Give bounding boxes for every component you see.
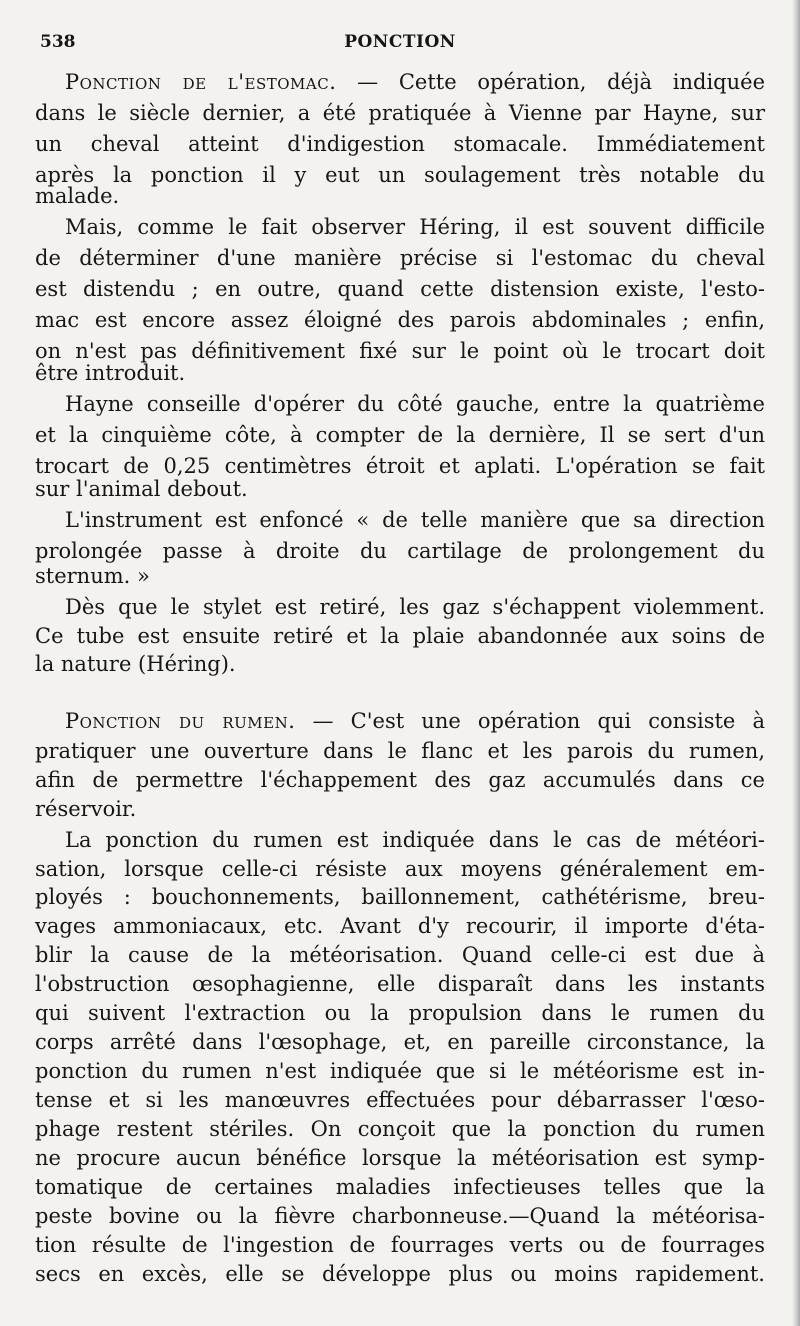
text-line: on n'est pas définitivement fixé sur le point où le trocart doit bbox=[35, 339, 765, 363]
text-line: peste bovine ou la fièvre charbonneuse.—Quand la météorisa- bbox=[35, 1204, 765, 1228]
section-heading: Ponction de l'estomac. bbox=[65, 70, 337, 94]
page-number: 538 bbox=[40, 32, 76, 52]
page-edge-shadow bbox=[792, 0, 800, 1326]
text-line: malade. bbox=[35, 184, 120, 208]
text-line: ponction du rumen n'est indiquée que si le météorisme est in- bbox=[35, 1059, 765, 1083]
text-line: l'obstruction œsophagienne, elle disparaît dans les instants bbox=[35, 972, 765, 996]
text-line: tomatique de certaines maladies infectieuses telles que la bbox=[35, 1175, 765, 1199]
text-line: vages ammoniacaux, etc. Avant d'y recourir, il importe d'éta- bbox=[35, 914, 765, 938]
text-line: Ponction de l'estomac. — Cette opération, déjà indiquée bbox=[65, 70, 765, 94]
text-line: ployés : bouchonnements, baillonnement, cathétérisme, breu- bbox=[35, 885, 765, 909]
text-line: phage restent stériles. On conçoit que la ponction du rumen bbox=[35, 1117, 765, 1141]
text-line: Ponction du rumen. — C'est une opération qui consiste à bbox=[65, 709, 766, 733]
text-line: après la ponction il y eut un soulagement très notable du bbox=[35, 163, 765, 187]
text-line: et la cinquième côte, à compter de la dernière, Il se sert d'un bbox=[35, 423, 765, 447]
text-line: qui suivent l'extraction ou la propulsion dans le rumen du bbox=[35, 1001, 765, 1025]
text-line: la nature (Héring). bbox=[35, 652, 236, 676]
text-line: tion résulte de l'ingestion de fourrages verts ou de fourrages bbox=[35, 1233, 765, 1257]
text-line: Dès que le stylet est retiré, les gaz s'échappent violemment. bbox=[65, 595, 765, 619]
text-line: Hayne conseille d'opérer du côté gauche, entre la quatrième bbox=[65, 392, 765, 416]
text-line: est distendu ; en outre, quand cette distension existe, l'esto- bbox=[35, 277, 765, 301]
section-heading: Ponction du rumen. bbox=[65, 709, 296, 733]
text-line: La ponction du rumen est indiquée dans le cas de météori- bbox=[65, 828, 765, 852]
text-line: blir la cause de la météorisation. Quand celle-ci est due à bbox=[35, 943, 765, 967]
text-line: être introduit. bbox=[35, 361, 186, 385]
text-line: mac est encore assez éloigné des parois abdominales ; enfin, bbox=[35, 308, 765, 332]
text-line: ne procure aucun bénéfice lorsque la météorisation est symp- bbox=[35, 1146, 765, 1170]
text-line: L'instrument est enfoncé « de telle manière que sa direction bbox=[65, 508, 765, 532]
text-line: prolongée passe à droite du cartilage de prolongement du bbox=[35, 539, 765, 563]
text-line: sur l'animal debout. bbox=[35, 477, 248, 501]
text-line: dans le siècle dernier, a été pratiquée à Vienne par Hayne, sur bbox=[35, 101, 765, 125]
text-line: un cheval atteint d'indigestion stomacale. Immédiatement bbox=[35, 132, 765, 156]
text-line: secs en excès, elle se développe plus ou moins rapidement. bbox=[35, 1262, 765, 1286]
text-line: pratiquer une ouverture dans le flanc et les parois du rumen, bbox=[35, 739, 765, 763]
text-line: trocart de 0,25 centimètres étroit et aplati. L'opération se fait bbox=[35, 454, 765, 478]
text-line: afin de permettre l'échappement des gaz accumulés dans ce bbox=[35, 768, 765, 792]
text-line: de déterminer d'une manière précise si l'estomac du cheval bbox=[35, 246, 765, 270]
text-line: sternum. » bbox=[35, 564, 150, 588]
text-line: réservoir. bbox=[35, 797, 137, 821]
text-line: Mais, comme le fait observer Héring, il est souvent difficile bbox=[65, 215, 765, 239]
text-line: corps arrêté dans l'œsophage, et, en pareille circonstance, la bbox=[35, 1030, 765, 1054]
running-title: PONCTION bbox=[344, 32, 456, 52]
text-line: tense et si les manœuvres effectuées pour débarrasser l'œso- bbox=[35, 1088, 765, 1112]
text-line: Ce tube est ensuite retiré et la plaie abandonnée aux soins de bbox=[35, 624, 765, 648]
page-header bbox=[40, 32, 760, 58]
text-line: sation, lorsque celle-ci résiste aux moyens généralement em- bbox=[35, 857, 765, 881]
